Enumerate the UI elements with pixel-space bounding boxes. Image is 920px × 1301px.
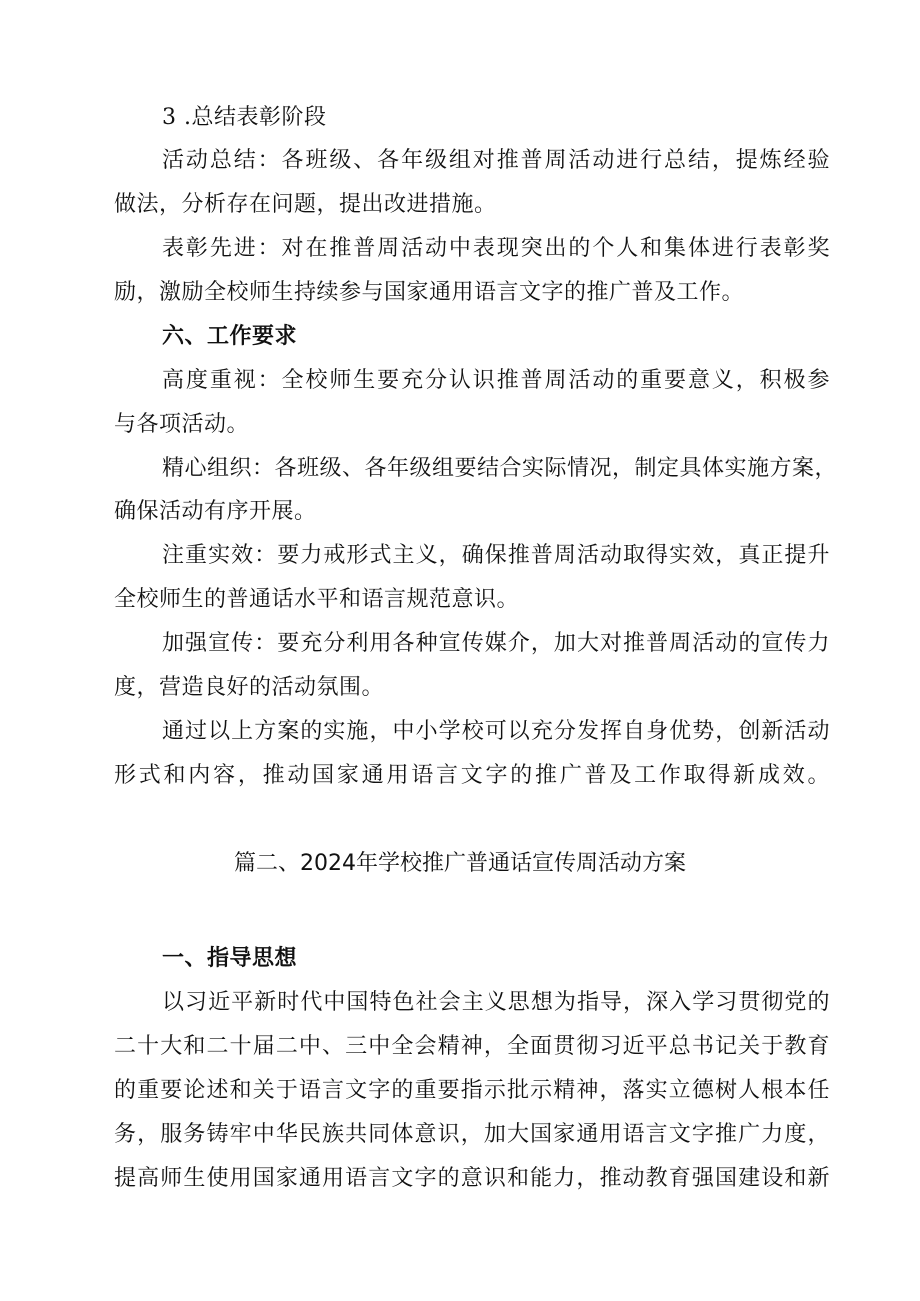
effect-line-2: 全校师生的普通话水平和语言规范意识。	[114, 587, 520, 612]
effect-line-1: 注重实效：要力戒形式主义，确保推普周活动取得实效，真正提升	[162, 543, 830, 568]
guiding-line-2: 二十大和二十届二中、三中全会精神，全面贯彻习近平总书记关于教育	[114, 1034, 830, 1059]
summary-line-1: 活动总结：各班级、各年级组对推普周活动进行总结，提炼经验	[162, 148, 830, 173]
attention-line-2: 与各项活动。	[114, 412, 250, 437]
commend-line-1: 表彰先进：对在推普周活动中表现突出的个人和集体进行表彰奖	[162, 236, 830, 261]
guiding-line-4: 务，服务铸牢中华民族共同体意识，加大国家通用语言文字推广力度，	[114, 1122, 830, 1147]
guiding-line-3: 的重要论述和关于语言文字的重要指示批示精神，落实立德树人根本任	[114, 1078, 830, 1103]
stage-heading: 3 .总结表彰阶段	[162, 105, 327, 130]
guiding-line-5: 提高师生使用国家通用语言文字的意识和能力，推动教育强国建设和新	[114, 1166, 830, 1191]
organize-line-1: 精心组织：各班级、各年级组要结合实际情况，制定具体实施方案，	[162, 456, 838, 481]
document-title: 篇二、2024年学校推广普通话宣传周活动方案	[234, 851, 686, 876]
guiding-line-1: 以习近平新时代中国特色社会主义思想为指导，深入学习贯彻党的	[162, 990, 830, 1015]
conclusion-line-2: 形式和内容，推动国家通用语言文字的推广普及工作取得新成效。	[114, 763, 830, 788]
commend-line-2: 励，激励全校师生持续参与国家通用语言文字的推广普及工作。	[114, 280, 745, 305]
organize-line-2: 确保活动有序开展。	[114, 499, 317, 524]
conclusion-line-1: 通过以上方案的实施，中小学校可以充分发挥自身优势，创新活动	[162, 719, 830, 744]
guiding-heading: 一、指导思想	[162, 946, 298, 971]
publicity-line-2: 度，营造良好的活动氛围。	[114, 675, 385, 700]
requirements-heading: 六、工作要求	[162, 324, 298, 349]
attention-line-1: 高度重视：全校师生要充分认识推普周活动的重要意义，积极参	[162, 368, 830, 393]
summary-line-2: 做法，分析存在问题，提出改进措施。	[114, 192, 497, 217]
publicity-line-1: 加强宣传：要充分利用各种宣传媒介，加大对推普周活动的宣传力	[162, 631, 830, 656]
